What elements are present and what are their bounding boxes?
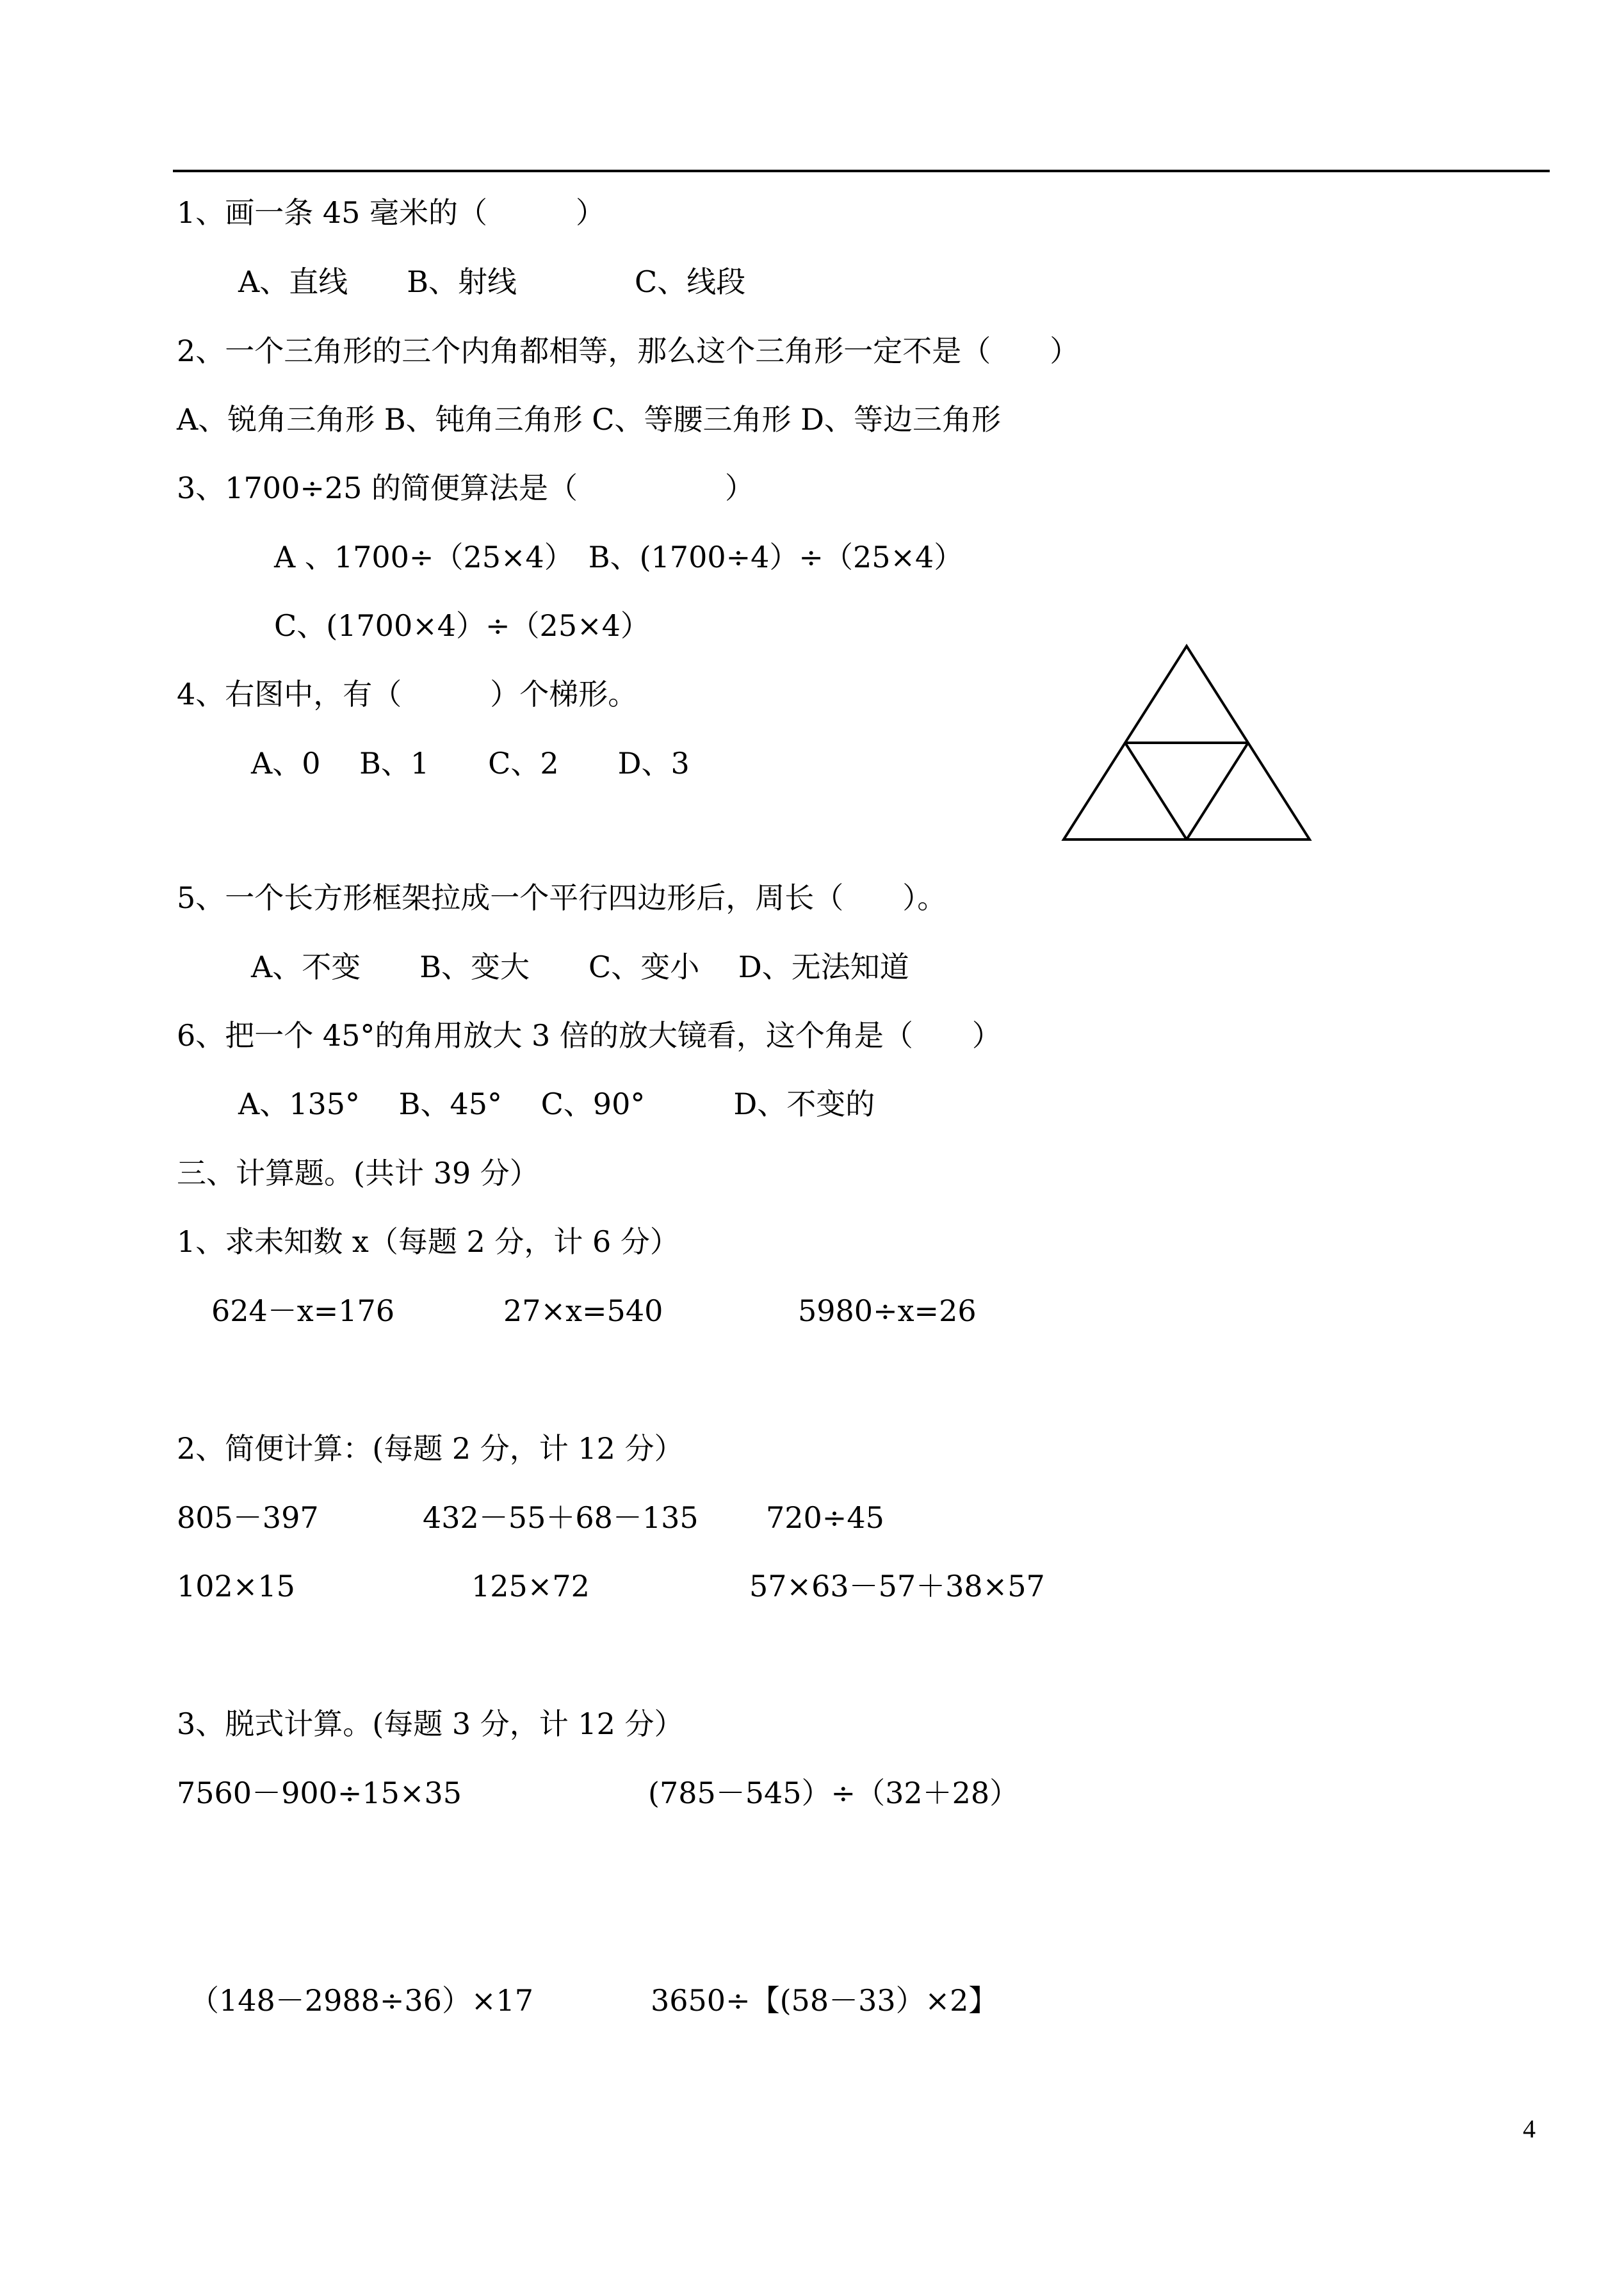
q3-option-ab: A 、1700÷（25×4） B、(1700÷4）÷（25×4） xyxy=(274,540,964,574)
simplify-1: 805－397 xyxy=(177,1500,319,1535)
simplify-2: 432－55＋68－135 xyxy=(423,1500,699,1535)
q3-stem: 3、1700÷25 的简便算法是（ ） xyxy=(177,471,755,505)
q6-stem: 6、把一个 45°的角用放大 3 倍的放大镜看，这个角是（ ） xyxy=(177,1018,1002,1053)
q4-stem: 4、右图中，有（ ）个梯形。 xyxy=(177,677,638,711)
page-number: 4 xyxy=(1523,2114,1536,2143)
q1-options: A、直线 B、射线 C、线段 xyxy=(238,264,746,299)
equation-1: 624－x=176 xyxy=(211,1293,395,1328)
q4-options: A、0 B、1 C、2 D、3 xyxy=(251,746,690,781)
q2-options: A、锐角三角形 B、钝角三角形 C、等腰三角形 D、等边三角形 xyxy=(177,402,1001,437)
simplify-3: 720÷45 xyxy=(766,1500,884,1535)
q5-stem: 5、一个长方形框架拉成一个平行四边形后，周长（ ）。 xyxy=(177,880,947,915)
simplify-6: 57×63－57＋38×57 xyxy=(749,1569,1045,1603)
simplify-5: 125×72 xyxy=(471,1569,590,1603)
equation-3: 5980÷x=26 xyxy=(798,1293,977,1328)
section3-part2-title: 2、简便计算：(每题 2 分，计 12 分） xyxy=(177,1431,684,1466)
section3-part3-title: 3、脱式计算。(每题 3 分，计 12 分） xyxy=(177,1707,684,1741)
trapezoid-triangle-figure xyxy=(1060,644,1316,855)
inner-left-edge xyxy=(1125,743,1187,839)
step-calc-2: (785－545）÷（32＋28） xyxy=(648,1776,1019,1810)
q2-stem: 2、一个三角形的三个内角都相等，那么这个三角形一定不是（ ） xyxy=(177,334,1080,368)
equation-2: 27×x=540 xyxy=(503,1293,663,1328)
header-rule xyxy=(173,170,1550,172)
step-calc-4: 3650÷【(58－33）×2】 xyxy=(651,1983,998,2018)
q1-stem: 1、画一条 45 毫米的（ ） xyxy=(177,195,606,230)
q5-options: A、不变 B、变大 C、变小 D、无法知道 xyxy=(251,950,909,984)
step-calc-3: （148－2988÷36）×17 xyxy=(190,1983,534,2018)
inner-right-edge xyxy=(1187,743,1248,839)
section3-part1-title: 1、求未知数 x（每题 2 分，计 6 分） xyxy=(177,1224,679,1259)
step-calc-1: 7560－900÷15×35 xyxy=(177,1776,462,1810)
q6-options: A、135° B、45° C、90° D、不变的 xyxy=(238,1087,875,1121)
simplify-4: 102×15 xyxy=(177,1569,295,1603)
q3-option-c: C、(1700×4）÷（25×4） xyxy=(274,608,650,643)
section3-title: 三、计算题。(共计 39 分） xyxy=(177,1156,539,1190)
